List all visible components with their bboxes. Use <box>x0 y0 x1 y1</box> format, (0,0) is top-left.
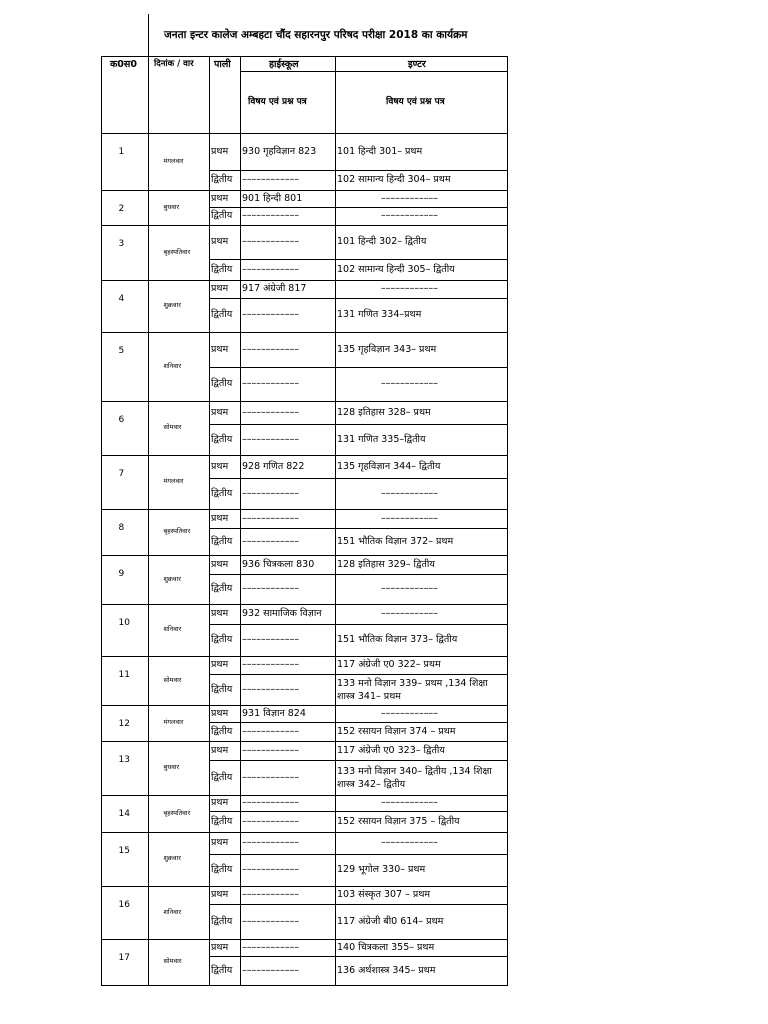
shift-divider-line <box>209 259 508 260</box>
row-sno: 5 <box>118 346 125 356</box>
highschool-subject: –––––––––––– <box>242 378 299 389</box>
highschool-subject: –––––––––––– <box>242 683 299 695</box>
shift-label: द्वितीय <box>211 378 233 389</box>
inter-subject: 129 भूगोल 330– प्रथम <box>337 864 426 875</box>
shift-label: प्रथम <box>211 460 229 472</box>
row-group-line <box>101 832 508 833</box>
row-day: शनिवार <box>163 361 182 370</box>
inter-subject: –––––––––––– <box>381 378 438 389</box>
highschool-subject: 931 विज्ञान 824 <box>242 707 306 719</box>
shift-label: प्रथम <box>211 941 229 953</box>
row-group-line <box>101 190 508 191</box>
table-top-line <box>101 56 508 57</box>
shift-label: द्वितीय <box>211 433 233 445</box>
row-day: मंगलवार <box>163 718 184 726</box>
inter-subject: 117 अंग्रेजी ए0 323– द्वितीय <box>337 744 445 756</box>
shift-divider-line <box>209 674 508 675</box>
highschool-subject: –––––––––––– <box>242 309 299 320</box>
row-day: बृहस्पतिवार <box>163 808 191 817</box>
shift-label: प्रथम <box>211 744 229 756</box>
row-group-line <box>101 280 508 281</box>
shift-divider-line <box>209 528 508 529</box>
row-group-line <box>101 705 508 706</box>
shift-label: द्वितीय <box>211 535 233 547</box>
shift-label: प्रथम <box>211 608 229 619</box>
row-group-line <box>101 939 508 940</box>
highschool-subject: –––––––––––– <box>242 210 299 221</box>
inter-subject: 101 हिन्दी 302– द्वितीय <box>337 236 427 247</box>
header-shift: पाली <box>214 59 231 70</box>
shift-divider-line <box>209 722 508 723</box>
highschool-subject: –––––––––––– <box>242 864 299 875</box>
highschool-subject: 936 चित्रकला 830 <box>242 558 315 570</box>
highschool-subject: –––––––––––– <box>242 433 299 445</box>
inter-subject: 117 अंग्रेजी बी0 614– प्रथम <box>337 915 444 927</box>
shift-label: द्वितीय <box>211 487 233 499</box>
inter-subject: 135 गृहविज्ञान 344– द्वितीय <box>337 460 441 472</box>
column-line <box>209 56 210 985</box>
inter-subject: 128 इतिहास 328– प्रथम <box>337 406 431 418</box>
row-day: सोमवार <box>163 423 182 431</box>
highschool-subject: –––––––––––– <box>242 343 299 355</box>
row-group-line <box>101 401 508 402</box>
inter-subject: 131 गणित 334–प्रथम <box>337 309 422 320</box>
highschool-subject: –––––––––––– <box>242 964 299 976</box>
shift-divider-line <box>209 854 508 855</box>
header-date-day: दिनांक / वार <box>154 59 194 69</box>
shift-label: प्रथम <box>211 283 229 294</box>
highschool-subject: –––––––––––– <box>242 512 299 524</box>
shift-divider-line <box>209 904 508 905</box>
header-highschool: हाईस्कूल <box>269 59 299 70</box>
row-group-line <box>101 795 508 796</box>
inter-subject: 103 संस्कृत 307 – प्रथम <box>337 889 431 900</box>
shift-divider-line <box>209 574 508 575</box>
row-group-line <box>101 332 508 333</box>
shift-label: प्रथम <box>211 797 229 808</box>
shift-label: द्वितीय <box>211 683 233 695</box>
column-line <box>101 56 102 985</box>
header-inter: इण्टर <box>408 59 426 70</box>
shift-label: द्वितीय <box>211 309 233 320</box>
inter-subject: 133 मनो विज्ञान 339– प्रथम ,134 शिक्षा शास्त्र 341– प्रथम <box>337 677 488 702</box>
row-sno: 1 <box>118 147 125 157</box>
inter-subject: 152 रसायन विज्ञान 375 – द्वितीय <box>337 815 460 827</box>
column-line <box>240 56 241 985</box>
shift-divider-line <box>209 811 508 812</box>
row-day: मंगलवार <box>163 477 184 485</box>
inter-subject: –––––––––––– <box>381 512 438 524</box>
shift-label: प्रथम <box>211 512 229 524</box>
row-day: शुक्रवार <box>163 301 181 309</box>
highschool-subject: –––––––––––– <box>242 797 299 808</box>
header-highschool-subject: विषय एवं प्रश्न पत्र <box>248 97 307 107</box>
highschool-subject: 928 गणित 822 <box>242 460 305 472</box>
row-sno: 7 <box>118 469 125 479</box>
highschool-subject: –––––––––––– <box>242 837 299 848</box>
highschool-subject: –––––––––––– <box>242 236 299 247</box>
shift-label: द्वितीय <box>211 583 233 594</box>
row-sno: 14 <box>118 809 130 819</box>
header-inter-subject: विषय एवं प्रश्न पत्र <box>386 97 445 107</box>
row-day: शुक्रवार <box>163 854 181 862</box>
shift-label: द्वितीय <box>211 210 233 221</box>
header-sub-line <box>240 71 508 72</box>
page-title: जनता इन्टर कालेज अम्बहटा चौंद सहारनपुर परिषद परीक्षा 2018 का कार्यक्रम <box>164 29 468 41</box>
header-sno: क0स0 <box>110 59 137 70</box>
row-day: बुधवार <box>163 202 180 211</box>
inter-subject: –––––––––––– <box>381 797 438 808</box>
header-bottom-line <box>101 133 508 134</box>
row-day: बुधवार <box>163 763 180 771</box>
row-group-line <box>101 555 508 556</box>
shift-divider-line <box>209 207 508 208</box>
column-line <box>507 56 508 985</box>
row-day: बृहस्पतिवार <box>163 527 191 535</box>
row-sno: 4 <box>118 294 125 304</box>
shift-divider-line <box>209 478 508 479</box>
inter-subject: 128 इतिहास 329– द्वितीय <box>337 558 435 570</box>
inter-subject: 151 भौतिक विज्ञान 373– द्वितीय <box>337 634 458 645</box>
shift-label: द्वितीय <box>211 771 233 783</box>
inter-subject: –––––––––––– <box>381 192 438 204</box>
row-sno: 12 <box>118 719 130 729</box>
inter-subject: 133 मनो विज्ञान 340– द्वितीय ,134 शिक्षा शास्त्र 342– द्वितीय <box>337 765 492 790</box>
shift-label: द्वितीय <box>211 174 233 185</box>
highschool-subject: –––––––––––– <box>242 583 299 594</box>
row-sno: 6 <box>118 415 125 425</box>
inter-subject: 102 सामान्य हिन्दी 305– द्वितीय <box>337 263 455 275</box>
row-group-line <box>101 604 508 605</box>
highschool-subject: –––––––––––– <box>242 941 299 953</box>
highschool-subject: –––––––––––– <box>242 815 299 827</box>
inter-subject: 131 गणित 335–द्वितीय <box>337 433 426 445</box>
inter-subject: –––––––––––– <box>381 210 438 221</box>
inter-subject: –––––––––––– <box>381 283 438 294</box>
shift-label: प्रथम <box>211 837 229 848</box>
row-group-line <box>101 985 508 986</box>
inter-subject: 140 चित्रकला 355– प्रथम <box>337 941 435 953</box>
shift-label: द्वितीय <box>211 864 233 875</box>
shift-label: प्रथम <box>211 558 229 570</box>
highschool-subject: –––––––––––– <box>242 725 299 737</box>
row-sno: 13 <box>118 755 130 765</box>
shift-divider-line <box>209 424 508 425</box>
inter-subject: 117 अंग्रेजी ए0 322– प्रथम <box>337 659 441 670</box>
highschool-subject: –––––––––––– <box>242 174 299 185</box>
row-day: बृहस्पतिवार <box>163 247 191 256</box>
shift-label: प्रथम <box>211 406 229 418</box>
inter-subject: –––––––––––– <box>381 707 438 719</box>
inter-subject: 152 रसायन विज्ञान 374 – प्रथम <box>337 725 456 737</box>
shift-divider-line <box>209 624 508 625</box>
highschool-subject: –––––––––––– <box>242 406 299 418</box>
highschool-subject: –––––––––––– <box>242 915 299 927</box>
highschool-subject: 917 अंग्रेजी 817 <box>242 283 307 294</box>
row-group-line <box>101 741 508 742</box>
shift-label: द्वितीय <box>211 964 233 976</box>
row-day: शनिवार <box>163 907 182 916</box>
row-group-line <box>101 886 508 887</box>
inter-subject: –––––––––––– <box>381 608 438 619</box>
shift-label: प्रथम <box>211 236 229 247</box>
column-line <box>335 56 336 985</box>
row-sno: 3 <box>118 239 125 249</box>
shift-divider-line <box>209 298 508 299</box>
row-group-line <box>101 509 508 510</box>
inter-subject: 136 अर्थशास्त्र 345– प्रथम <box>337 964 436 976</box>
shift-label: प्रथम <box>211 889 229 900</box>
highschool-subject: –––––––––––– <box>242 535 299 547</box>
shift-label: प्रथम <box>211 707 229 719</box>
shift-label: प्रथम <box>211 343 229 355</box>
highschool-subject: –––––––––––– <box>242 263 299 275</box>
highschool-subject: –––––––––––– <box>242 771 299 783</box>
row-sno: 9 <box>118 569 125 579</box>
row-sno: 17 <box>118 953 130 963</box>
shift-label: द्वितीय <box>211 634 233 645</box>
row-day: शुक्रवार <box>163 574 181 583</box>
highschool-subject: 901 हिन्दी 801 <box>242 192 303 204</box>
shift-divider-line <box>209 367 508 368</box>
shift-label: द्वितीय <box>211 915 233 927</box>
inter-subject: –––––––––––– <box>381 837 438 848</box>
row-sno: 2 <box>118 204 125 214</box>
highschool-subject: –––––––––––– <box>242 744 299 756</box>
column-line <box>148 56 149 985</box>
shift-divider-line <box>209 170 508 171</box>
row-day: सोमवार <box>163 957 182 965</box>
highschool-subject: –––––––––––– <box>242 659 299 670</box>
shift-label: प्रथम <box>211 659 229 670</box>
row-group-line <box>101 656 508 657</box>
row-day: मंगलवार <box>163 156 184 165</box>
shift-label: प्रथम <box>211 192 229 204</box>
row-sno: 16 <box>118 900 130 910</box>
inter-subject: 102 सामान्य हिन्दी 304– प्रथम <box>337 174 451 185</box>
shift-label: द्वितीय <box>211 725 233 737</box>
highschool-subject: 932 सामाजिक विज्ञान <box>242 608 322 619</box>
highschool-subject: –––––––––––– <box>242 487 299 499</box>
row-sno: 15 <box>118 846 130 856</box>
row-sno: 8 <box>118 523 125 533</box>
inter-subject: 135 गृहविज्ञान 343– प्रथम <box>337 343 437 355</box>
inter-subject: 101 हिन्दी 301– प्रथम <box>337 145 423 157</box>
row-day: शनिवार <box>163 625 182 633</box>
inter-subject: –––––––––––– <box>381 487 438 499</box>
row-group-line <box>101 455 508 456</box>
shift-label: द्वितीय <box>211 263 233 275</box>
highschool-subject: –––––––––––– <box>242 634 299 645</box>
shift-divider-line <box>209 956 508 957</box>
shift-label: द्वितीय <box>211 815 233 827</box>
row-day: सोमवार <box>163 675 182 684</box>
inter-subject: 151 भौतिक विज्ञान 372– प्रथम <box>337 535 454 547</box>
inter-subject: –––––––––––– <box>381 583 438 594</box>
row-sno: 10 <box>118 618 130 628</box>
row-sno: 11 <box>118 670 130 680</box>
row-group-line <box>101 225 508 226</box>
highschool-subject: –––––––––––– <box>242 889 299 900</box>
shift-label: प्रथम <box>211 145 229 157</box>
highschool-subject: 930 गृहविज्ञान 823 <box>242 145 317 157</box>
title-divider <box>148 14 149 56</box>
shift-divider-line <box>209 760 508 761</box>
